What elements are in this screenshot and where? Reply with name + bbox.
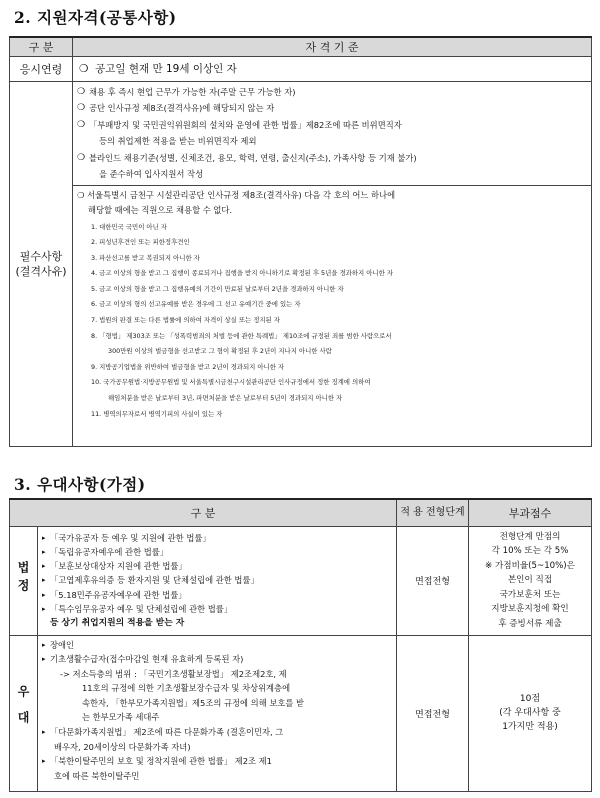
list-item: 을 준수하여 입사지원서 작성 [99,169,204,179]
disqualification-items [73,185,592,446]
list-item: ▸ 장애인 [42,638,392,653]
bullet-triangle-icon: ▸ [42,576,46,585]
list-item: ▸ 「북한이탈주민의 보호 및 정착지원에 관한 법률」 제2조 제1 [42,754,392,769]
list-item: -> 저소득층의 범위 : 「국민기초생활보장법」 제2조제2호, 제 [60,668,287,679]
bullet-triangle-icon: ▸ [42,728,46,737]
bullet-triangle-icon: ▸ [42,757,46,766]
bullet-triangle-icon: ▸ [42,562,46,571]
list-item: 배우자, 20세이상의 다문화가족 자녀) [54,741,191,752]
disq-item: 3. 파산선고를 받고 복권되지 아니한 자 [91,253,200,262]
eligibility-criteria-header: 자 격 기 준 [73,37,592,56]
list-item: ❍ 서울특별시 금천구 시설관리공단 인사규정 제8조(결격사유) 다음 각 호의 어느 하나에 [77,189,396,200]
legal-points: 전형단계 만점의 각 10% 또는 각 5% ※ 가점비율(5~10%)은 본인이 직접 국가보훈처 또는 지방보훈지청에 확인 후 증빙서류 제출 [469,526,592,635]
bullet-circle-icon: ❍ [79,63,89,75]
disq-item: 4. 금고 이상의 형을 받고 그 집행이 종료되거나 집행을 받지 아니하기로 확정된 후 5년을 경과하지 아니한 자 [91,269,393,278]
list-item: 호에 따른 북한이탈주민 [54,770,140,781]
bullet-triangle-icon: ▸ [42,604,46,613]
disq-item: 8. 「형법」 제303조 또는 「성폭력범죄의 처벌 등에 관한 특례법」 제10조에 규정된 죄를 범한 사람으로서 [91,331,392,340]
list-item: ▸ 「국가유공자 등 예우 및 지원에 관한 법률」 [42,531,392,545]
eligibility-table [9,36,592,447]
disq-item: 7. 법원의 판결 또는 다른 법률에 의하여 자격이 상실 또는 정지된 자 [91,316,280,325]
list-item: ❍ 「부패방지 및 국민권익위원회의 설치와 운영에 관한 법률」제82조에 따른 비위면직자 [77,117,587,134]
list-item: ▸ 「5.18민주유공자예우에 관한 법률」 [42,588,392,602]
list-item: ❍ 채용 후 즉시 현업 근무가 가능한 자(주말 근무 가능한 자) [77,84,587,101]
bullet-circle-icon: ❍ [77,189,85,200]
bullet-triangle-icon: ▸ [42,548,46,557]
disq-item: 11. 병역의무자로서 병역기피의 사실이 있는 자 [91,409,223,418]
pref-category-header: 구 분 [10,499,397,526]
required-label: 필수사항 (결격사유) [10,81,73,446]
pref-points: 10점 (각 우대사항 중 1가지만 적용) [469,635,592,791]
bullet-triangle-icon: ▸ [42,590,46,599]
list-item: 속한자, 「한부모가족지원법」제5조의 규정에 의해 보호를 받 [82,697,305,708]
pref-stage-header: 적 용 전형단계 [397,499,469,526]
disq-item: 해임처분을 받은 날로부터 3년, 파면처분을 받은 날로부터 5년이 경과되지 아니한 자 [108,394,343,403]
required-items [73,81,592,185]
disq-item: 1. 대한민국 국민이 아닌 자 [91,222,167,231]
bullet-circle-icon: ❍ [77,152,86,163]
disq-item: 10. 국가공무원법·지방공무원법 및 서울특별시금천구시설관리공단 인사규정에서 정한 징계에 의하여 [91,378,371,387]
list-item: ▸ 「특수임무유공자 예우 및 단체설립에 관한 법률」 [42,602,392,616]
section3-title: 3. 우대사항(가점) [14,475,146,494]
disq-item: 300만원 이상의 벌금형을 선고받고 그 형이 확정된 후 2년이 지나지 아니한 사람 [108,347,332,356]
bullet-circle-icon: ❍ [77,103,86,113]
pref-label: 우대 [10,635,38,791]
bullet-circle-icon: ❍ [77,86,86,97]
section2-title: 2. 지원자격(공통사항) [14,8,177,27]
bullet-triangle-icon: ▸ [42,655,46,664]
bullet-circle-icon: ❍ [77,119,86,130]
list-item: 11호의 규정에 의한 기초생활보장수급자 및 차상위계층에 [82,683,291,694]
age-criteria: ❍ 공고일 현재 만 19세 이상인 자 [73,56,592,81]
pref-points-header: 부과점수 [469,499,592,526]
age-label: 응시연령 [10,56,73,81]
list-item: ❍ 공단 인사규정 제8조(결격사유)에 해당되지 않는 자 [77,100,587,117]
bullet-triangle-icon: ▸ [42,534,46,543]
list-item: ▸ 「다문화가족지원법」 제2조에 따른 다문화가족 (결혼이민자, 그 [42,725,392,740]
pref-items [38,635,397,791]
list-item: ▸ 「고엽제후유의증 등 환자지원 및 단체설립에 관한 법률」 [42,573,392,587]
list-item: ▸ 「독립유공자예우에 관한 법률」 [42,545,392,559]
preference-table [9,498,592,792]
legal-stage: 면접전형 [397,526,469,635]
list-item: ▸ 기초생활수급자(접수마감일 현재 유효하게 등록된 자) [42,652,392,667]
disq-item: 2. 피성년후견인 또는 피한정후견인 [91,238,190,247]
eligibility-category-header: 구 분 [10,37,73,56]
disq-item: 6. 금고 이상의 형의 선고유예를 받은 경우에 그 선고 유예기간 중에 있는 자 [91,300,301,309]
list-item: 등의 취업제한 적용을 받는 비위면직자 제외 [99,136,257,146]
pref-stage: 면접전형 [397,635,469,791]
list-item: 등 상기 취업지원의 적용을 받는 자 [50,617,185,628]
list-item: 해당할 때에는 직원으로 채용할 수 없다. [88,204,233,215]
bullet-triangle-icon: ▸ [42,640,46,649]
legal-label: 법정 [10,526,38,635]
legal-items [38,526,397,635]
list-item: ❍ 블라인드 채용기준(성별, 신체조건, 용모, 학력, 연령, 출신지(주소), 가족사항 등 기재 불가) [77,150,587,167]
list-item: ▸ 「보훈보상대상자 지원에 관한 법률」 [42,559,392,573]
list-item: 는 한부모가족 세대주 [82,712,160,723]
disq-item: 5. 금고 이상의 형을 받고 그 집행유예의 기간이 만료된 날로부터 2년을 경과하지 아니한 자 [91,284,344,293]
disq-item: 9. 지방공기업법을 위반하여 벌금형을 받고 2년이 경과되지 아니한 자 [91,362,285,371]
